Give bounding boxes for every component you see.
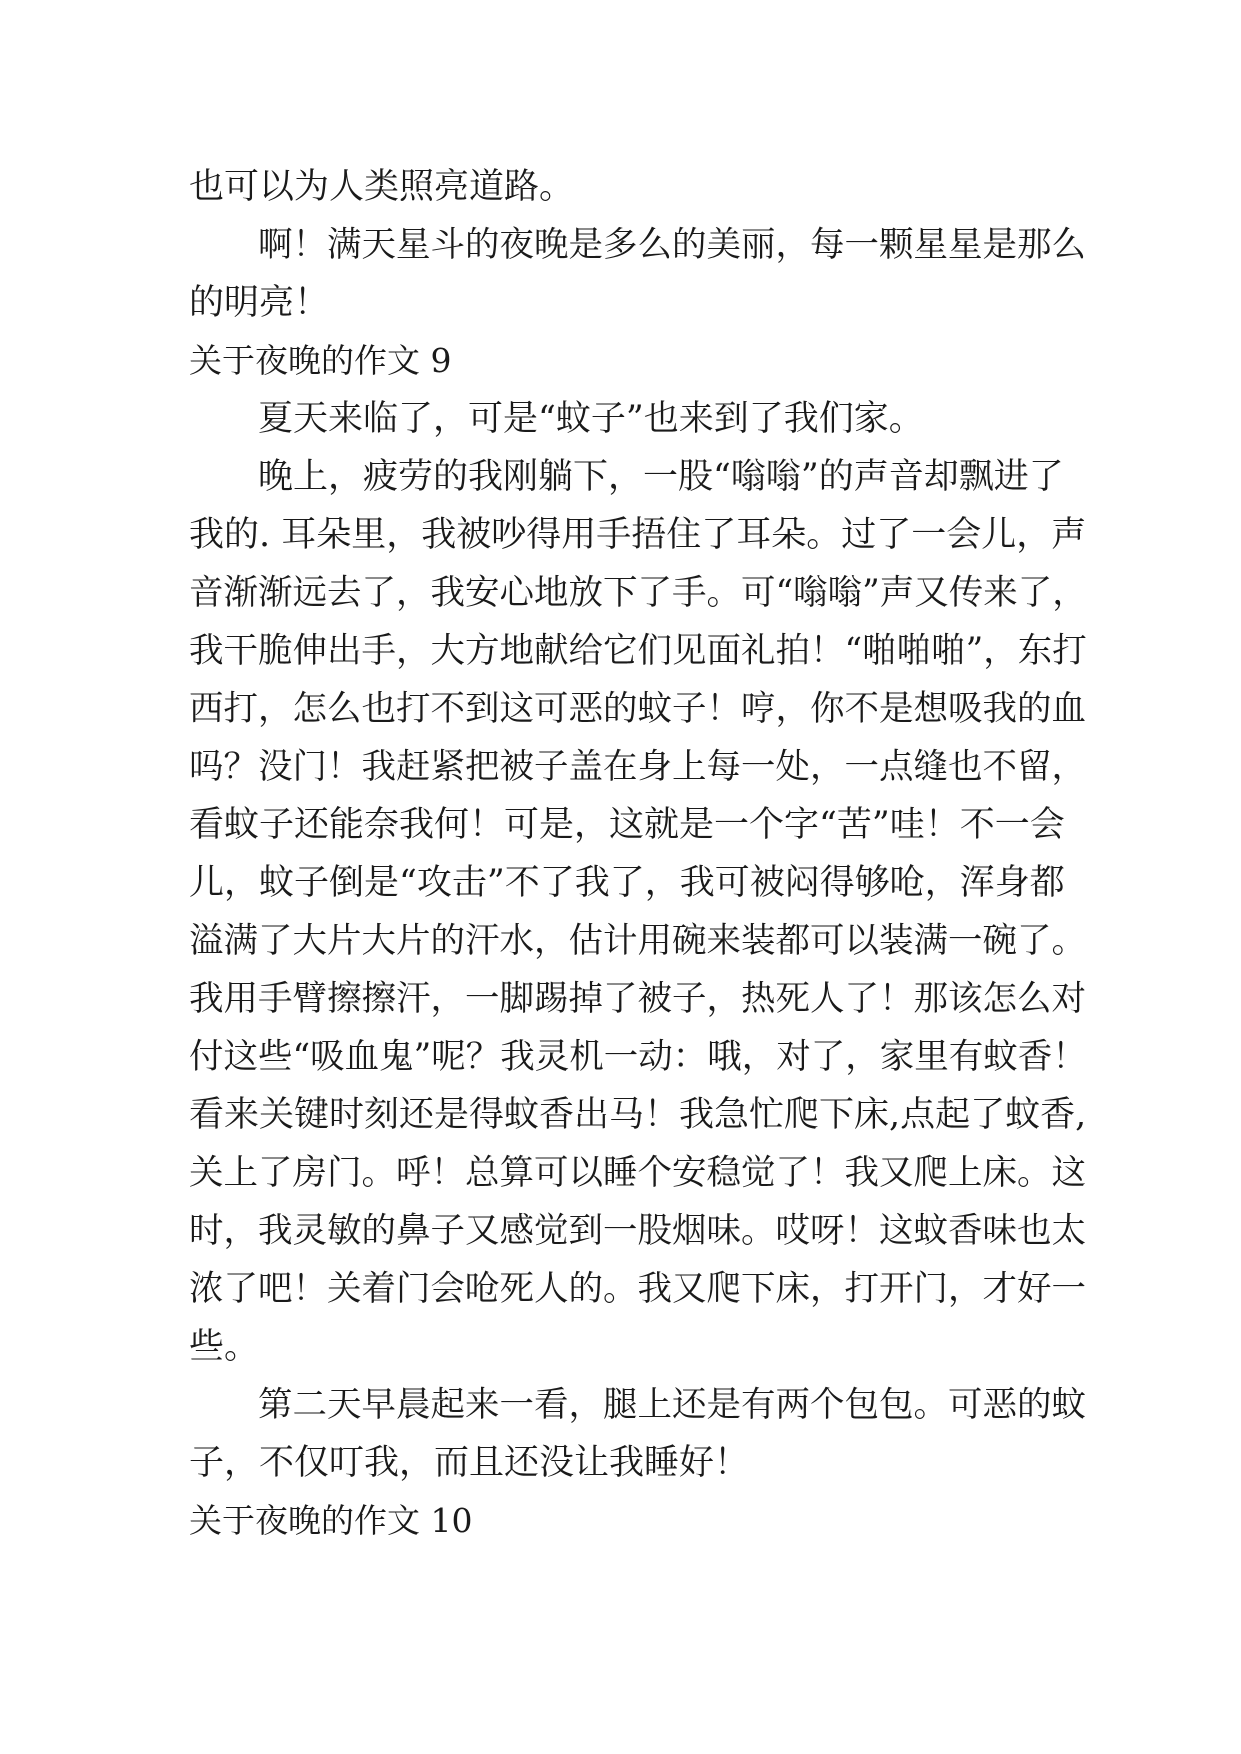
text-line: 看来关键时刻还是得蚊香出马！我急忙爬下床,点起了蚊香, bbox=[189, 1095, 1087, 1135]
text-line: 些。 bbox=[189, 1327, 260, 1367]
text-line: 儿，蚊子倒是“攻击”不了我了，我可被闷得够呛，浑身都 bbox=[189, 863, 1065, 903]
text-line: 我干脆伸出手，大方地献给它们见面礼拍！“啪啪啪”，东打 bbox=[189, 631, 1087, 671]
text-line: 付这些“吸血鬼”呢？我灵机一动：哦，对了，家里有蚊香！ bbox=[189, 1037, 1087, 1077]
text-line: 关上了房门。呼！总算可以睡个安稳觉了！我又爬上床。这 bbox=[189, 1153, 1086, 1193]
text-line: 浓了吧！关着门会呛死人的。我又爬下床，打开门，才好一 bbox=[189, 1269, 1086, 1309]
text-line: 我用手臂擦擦汗，一脚踢掉了被子，热死人了！那该怎么对 bbox=[189, 979, 1086, 1019]
text-line: 溢满了大片大片的汗水，估计用碗来装都可以装满一碗了。 bbox=[189, 921, 1086, 961]
paragraph-first-line: 夏天来临了，可是“蚊子”也来到了我们家。 bbox=[258, 399, 924, 439]
text-line: 的明亮！ bbox=[189, 283, 330, 323]
text-line: 也可以为人类照亮道路。 bbox=[189, 167, 575, 207]
text-line: 时，我灵敏的鼻子又感觉到一股烟味。哎呀！这蚊香味也太 bbox=[189, 1211, 1086, 1251]
text-line: 我的. 耳朵里，我被吵得用手捂住了耳朵。过了一会儿，声 bbox=[189, 515, 1087, 555]
text-line: 音渐渐远去了，我安心地放下了手。可“嗡嗡”声又传来了， bbox=[189, 573, 1087, 613]
section-heading: 关于夜晚的作文 9 bbox=[189, 341, 452, 380]
paragraph-first-line: 啊！满天星斗的夜晚是多么的美丽，每一颗星星是那么 bbox=[258, 225, 1086, 265]
text-line: 西打，怎么也打不到这可恶的蚊子！哼，你不是想吸我的血 bbox=[189, 689, 1086, 729]
text-line: 吗？没门！我赶紧把被子盖在身上每一处，一点缝也不留， bbox=[189, 747, 1086, 787]
paragraph-first-line: 第二天早晨起来一看，腿上还是有两个包包。可恶的蚊 bbox=[258, 1385, 1086, 1425]
paragraph-first-line: 晚上，疲劳的我刚躺下，一股“嗡嗡”的声音却飘进了 bbox=[258, 457, 1064, 497]
text-line: 看蚊子还能奈我何！可是，这就是一个字“苦”哇！不一会 bbox=[189, 805, 1065, 845]
text-line: 子，不仅叮我，而且还没让我睡好！ bbox=[189, 1443, 750, 1483]
section-heading: 关于夜晚的作文 10 bbox=[189, 1501, 473, 1540]
